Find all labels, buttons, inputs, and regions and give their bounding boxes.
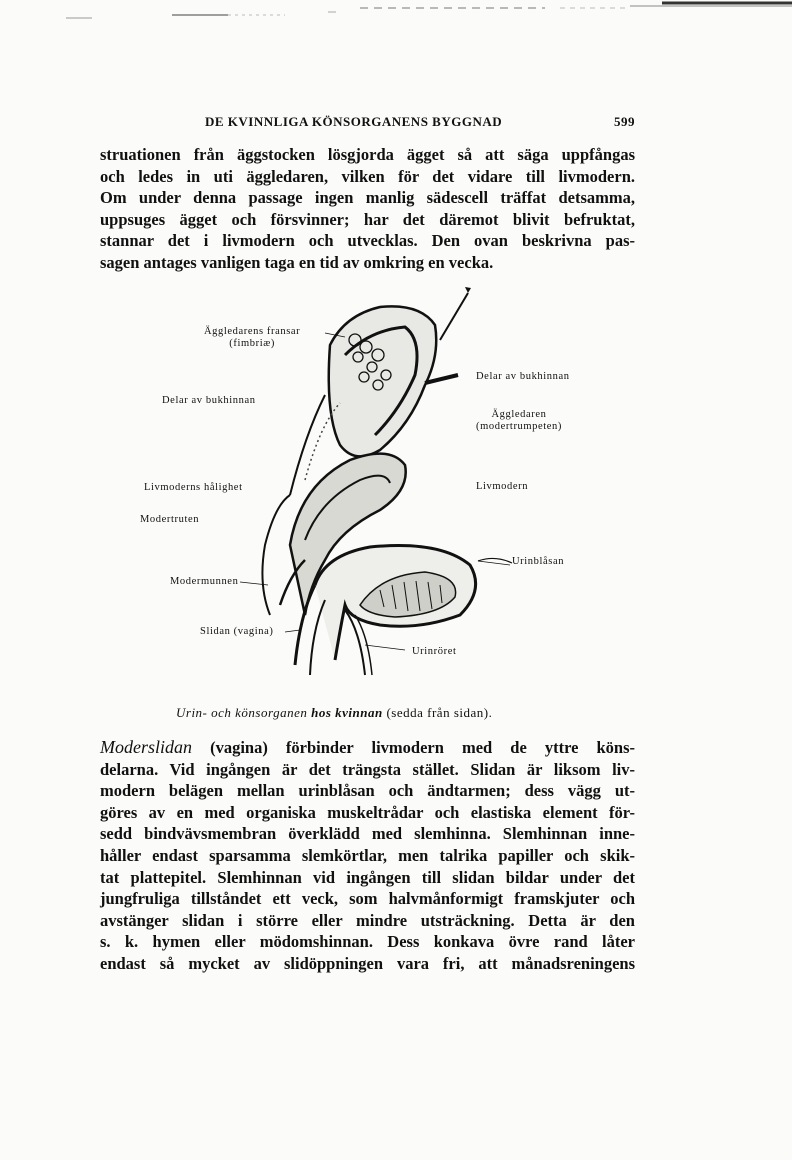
anatomical-figure: [140, 285, 600, 685]
text-line: och ledes in uti äggledaren, vilken för det vidare till livmodern.: [100, 166, 635, 186]
first-line-rest: (vagina) förbinder livmodern med de yttre köns-: [210, 738, 636, 757]
text-line: stannar det i livmodern och utvecklas. Den ovan beskrivna pas-: [100, 231, 635, 251]
text-line: avstänger slidan i större eller mindre utsträckning. Detta är den: [100, 910, 635, 930]
caption-italic: Urin- och könsorganen: [176, 705, 308, 720]
label-fimbriae-line2: (fimbriæ): [229, 338, 275, 349]
text-line: sagen antages vanligen taga en tid av omkring en vecka.: [100, 252, 494, 272]
label-tube-line1: Äggledaren: [491, 409, 547, 420]
label-tube-line2: (modertrumpeten): [476, 421, 562, 432]
scan-edge-marks: [0, 0, 792, 30]
text-line: struationen från äggstocken lösgjorda ägget så att säga uppfångas: [100, 145, 635, 164]
text-line: tat plattepitel. Slemhinnan vid ingången till slidan bildar under det: [100, 867, 635, 887]
paragraph-2: [100, 737, 635, 975]
label-vagina: Slidan (vagina): [200, 626, 274, 637]
label-fimbriae-line1: Äggledarens fransar: [204, 326, 301, 337]
caption-plain: (sedda från sidan).: [386, 705, 493, 720]
label-uterus: Livmodern: [476, 481, 529, 492]
text-line: uppsuges ägget och försvinner; har det däremot blivit befruktat,: [100, 209, 635, 229]
label-uterine-cavity: Livmoderns hålighet: [144, 482, 243, 493]
label-urethra: Urinröret: [412, 646, 457, 657]
label-peritoneum-right: Delar av bukhinnan: [476, 371, 570, 382]
text-line: endast så mycket av slidöppningen vara fri, att månadsreningens: [100, 953, 635, 973]
label-fallopian-tube: [476, 409, 562, 433]
label-bladder: Urinblåsan: [512, 556, 565, 567]
text-line: håller endast sparsamma slemkörtlar, men talrika papiller och skik-: [100, 845, 635, 865]
label-cervix: Modertruten: [140, 514, 200, 525]
text-line: jungfruliga tillståndet ett veck, som halvmånformigt framskjuter och: [100, 889, 635, 909]
caption-bold-italic: hos kvinnan: [311, 705, 383, 720]
text-line: s. k. hymen eller mödomshinnan. Dess konkava övre rand låter: [100, 932, 635, 952]
text-line: sedd bindvävsmembran överklädd med slemhinna. Slemhinnan inne-: [100, 824, 635, 844]
text-line: modern belägen mellan urinblåsan och ändtarmen; dess vägg ut-: [100, 781, 635, 801]
paragraph-1: [100, 144, 635, 274]
text-line: Om under denna passage ingen manlig sädescell träffat detsamma,: [100, 188, 635, 208]
page-number: 599: [614, 114, 635, 129]
text-line-first: [100, 737, 635, 759]
lead-term: Moderslidan: [100, 737, 192, 757]
text-line: delarna. Vid ingången är det trängsta stället. Slidan är liksom liv-: [100, 759, 635, 779]
text-line: göres av en med organiska muskeltrådar och elastiska element för-: [100, 802, 635, 822]
figure-caption: [176, 705, 492, 721]
label-os: Modermunnen: [170, 576, 239, 587]
label-peritoneum-left: Delar av bukhinnan: [162, 395, 256, 406]
label-fimbriae: [204, 326, 300, 350]
running-head-title: DE KVINNLIGA KÖNSORGANENS BYGGNAD: [205, 114, 503, 129]
